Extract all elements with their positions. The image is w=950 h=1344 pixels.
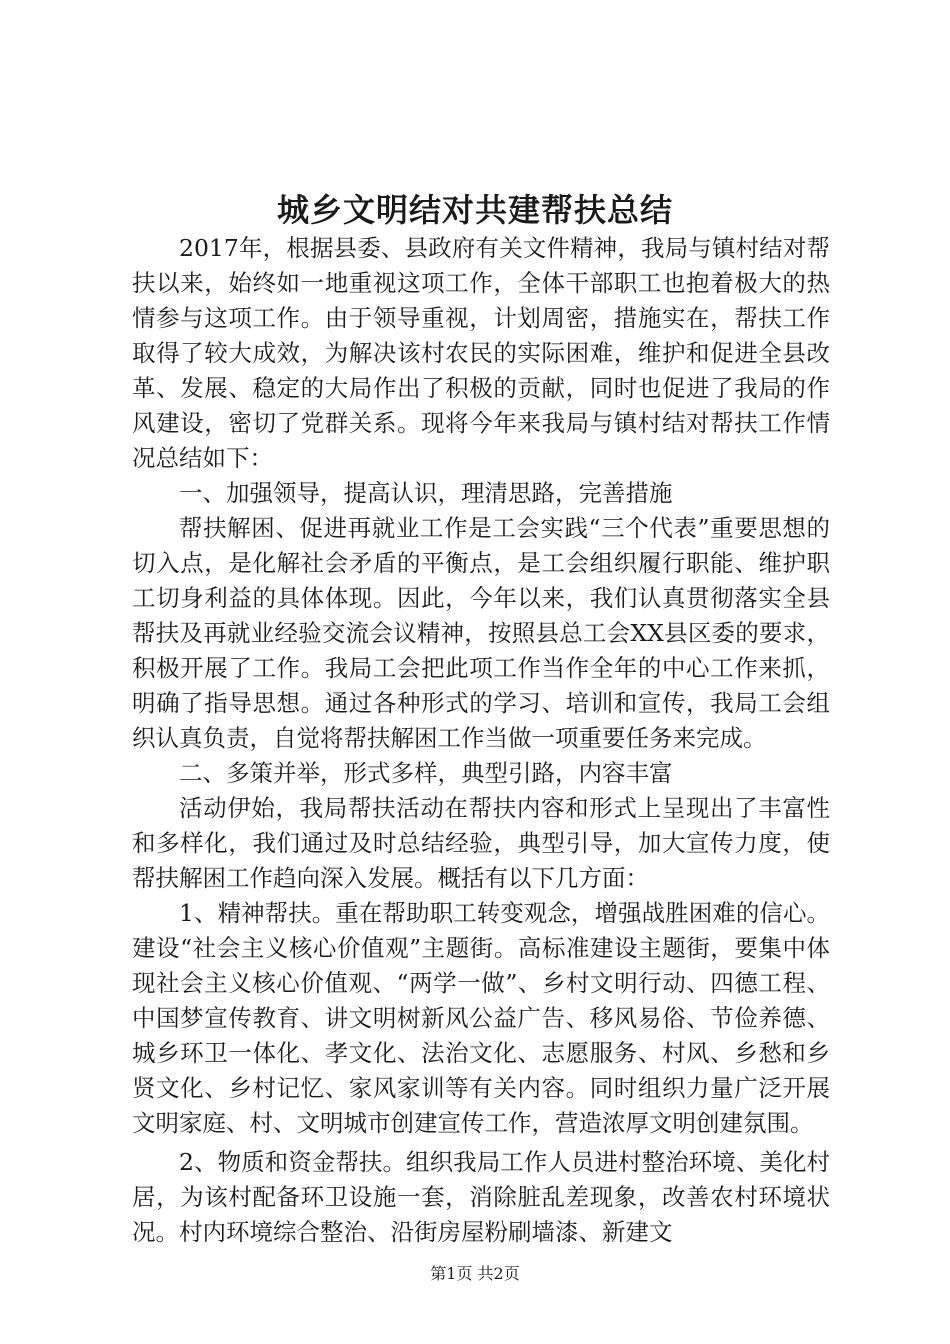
document-title: 城乡文明结对共建帮扶总结 [276, 191, 673, 229]
page-footer: 第1页 共2页 [430, 1264, 520, 1283]
paragraph-section-1: 帮扶解困、促进再就业工作是工会实践“三个代表”重要思想的切入点，是化解社会矛盾的平衡点，是工会组织履行职能、维护职工切身利益的具体体现。因此，今年以来，我们认真贯彻落实全县帮扶及再就业经验交流会议精神，按照县总工会XX县区委的要求，积极开展了工作。我局工会把此项工作当作全年的中心工作来抓，明确了指导思想。通过各种形式的学习、培训和宣传，我局工会组织认真负责，自觉将帮扶解困工作当做一项重要任务来完成。 [132, 514, 830, 752]
section-heading-1: 一、加强领导，提高认识，理清思路，完善措施 [179, 479, 673, 507]
document-body [132, 231, 830, 1250]
paragraph-intro: 2017年，根据县委、县政府有关文件精神，我局与镇村结对帮扶以来，始终如一地重视这项工作，全体干部职工也抱着极大的热情参与这项工作。由于领导重视，计划周密，措施实在，帮扶工作取得了较大成效，为解决该村农民的实际困难，维护和促进全县改革、发展、稳定的大局作出了积极的贡献，同时也促进了我局的作风建设，密切了党群关系。现将今年来我局与镇村结对帮扶工作情况总结如下： [132, 234, 830, 472]
paragraph-section-2: 活动伊始，我局帮扶活动在帮扶内容和形式上呈现出了丰富性和多样化，我们通过及时总结经验，典型引导，加大宣传力度，使帮扶解困工作趋向深入发展。概括有以下几方面： [132, 794, 830, 892]
paragraph-item-1: 1、精神帮扶。重在帮助职工转变观念，增强战胜困难的信心。建设“社会主义核心价值观”主题街。高标准建设主题街，要集中体现社会主义核心价值观、“两学一做”、乡村文明行动、四德工程、中国梦宣传教育、讲文明树新风公益广告、移风易俗、节俭养德、城乡环卫一体化、孝文化、法治文化、志愿服务、村风、乡愁和乡贤文化、乡村记忆、家风家训等有关内容。同时组织力量广泛开展文明家庭、村、文明城市创建宣传工作，营造浓厚文明创建氛围。 [132, 899, 830, 1137]
section-heading-2: 二、多策并举，形式多样，典型引路，内容丰富 [179, 759, 673, 787]
paragraph-item-2: 2、物质和资金帮扶。组织我局工作人员进村整治环境、美化村居，为该村配备环卫设施一套，消除脏乱差现象，改善农村环境状况。村内环境综合整治、沿街房屋粉刷墙漆、新建文 [132, 1148, 830, 1246]
